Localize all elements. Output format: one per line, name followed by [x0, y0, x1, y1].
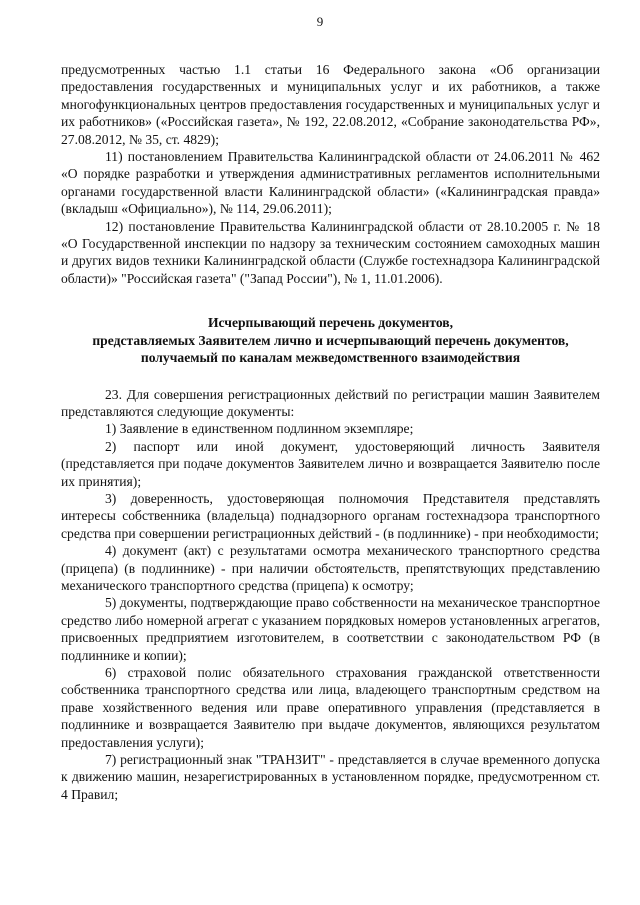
list-item: 1) Заявление в единственном подлинном экземпляре;	[105, 421, 414, 437]
section-heading-line: представляемых Заявителем лично и исчерпывающий перечень документов,	[92, 332, 569, 348]
intro-paragraph: предусмотренных частью 1.1 статьи 16 Федерального закона «Об организации предоставления государственных и муниципальных услуг и их работников, а также многофункциональных центров предоставления государственных и муниципальных услуг и их работников» («Российская газета», № 192, 22.08.2012, «Собрание законодательства РФ», 27.08.2012, № 35, ст. 4829);	[61, 62, 600, 147]
list-item: 2) паспорт или иной документ, удостоверяющий личность Заявителя (представляется при подаче документов Заявителем лично и возвращается Заявителю после их принятия);	[61, 438, 600, 489]
section-heading-line: получаемый по каналам межведомственного взаимодействия	[140, 350, 521, 366]
section-paragraph: 23. Для совершения регистрационных действий по регистрации машин Заявителем представляются следующие документы:	[61, 386, 600, 419]
section-heading-line: Исчерпывающий перечень документов,	[207, 315, 454, 331]
page-number: 9	[316, 14, 324, 29]
list-item: 3) доверенность, удостоверяющая полномочия Представителя представлять интересы собственника (владельца) поднадзорного органам гостехнадзора транспортного средства при совершении регистрационных действий - (в подлиннике) - при необходимости;	[61, 490, 600, 541]
intro-paragraph: 12) постановление Правительства Калининградской области от 28.10.2005 г. № 18 «О Государственной инспекции по надзору за техническим состоянием самоходных машин и других видов техники Калининградской области (Службе гостехнадзора Калининградской области)» "Российская газета" ("Запад России"), № 1, 11.01.2006).	[61, 218, 600, 286]
list-item: 7) регистрационный знак "ТРАНЗИТ" - представляется в случае временного допуска к движению машин, незарегистрированных в установленном порядке, предусмотренном ст. 4 Правил;	[61, 752, 600, 802]
list-item: 6) страховой полис обязательного страхования гражданской ответственности собственника транспортного средства или лица, владеющего транспортным средством на праве хозяйственного ведения или праве оперативного управления (представляется в подлиннике и возвращается Заявителю при выдаче документов, являющихся результатом предоставления услуги);	[61, 665, 600, 750]
section-heading	[61, 314, 600, 366]
list-item: 5) документы, подтверждающие право собственности на механическое транспортное средство либо номерной агрегат с указанием порядковых номеров установленных агрегатов, присвоенных предприятием изготовителем, в соответствии с законодательством РФ (в подлиннике и копии);	[61, 595, 600, 663]
intro-paragraph: 11) постановлением Правительства Калининградской области от 24.06.2011 № 462 «О порядке разработки и утверждения административных регламентов исполнительными органами государственной власти Калининградской области» («Калининградская правда» (вкладыш «Официально»), № 114, 29.06.2011);	[61, 149, 600, 217]
document-body	[61, 61, 600, 803]
list-item: 4) документ (акт) с результатами осмотра механического транспортного средства (прицепа) (в подлиннике) - при наличии обстоятельств, препятствующих представлению механического транспортного средства (прицепа) к осмотру;	[61, 543, 600, 593]
